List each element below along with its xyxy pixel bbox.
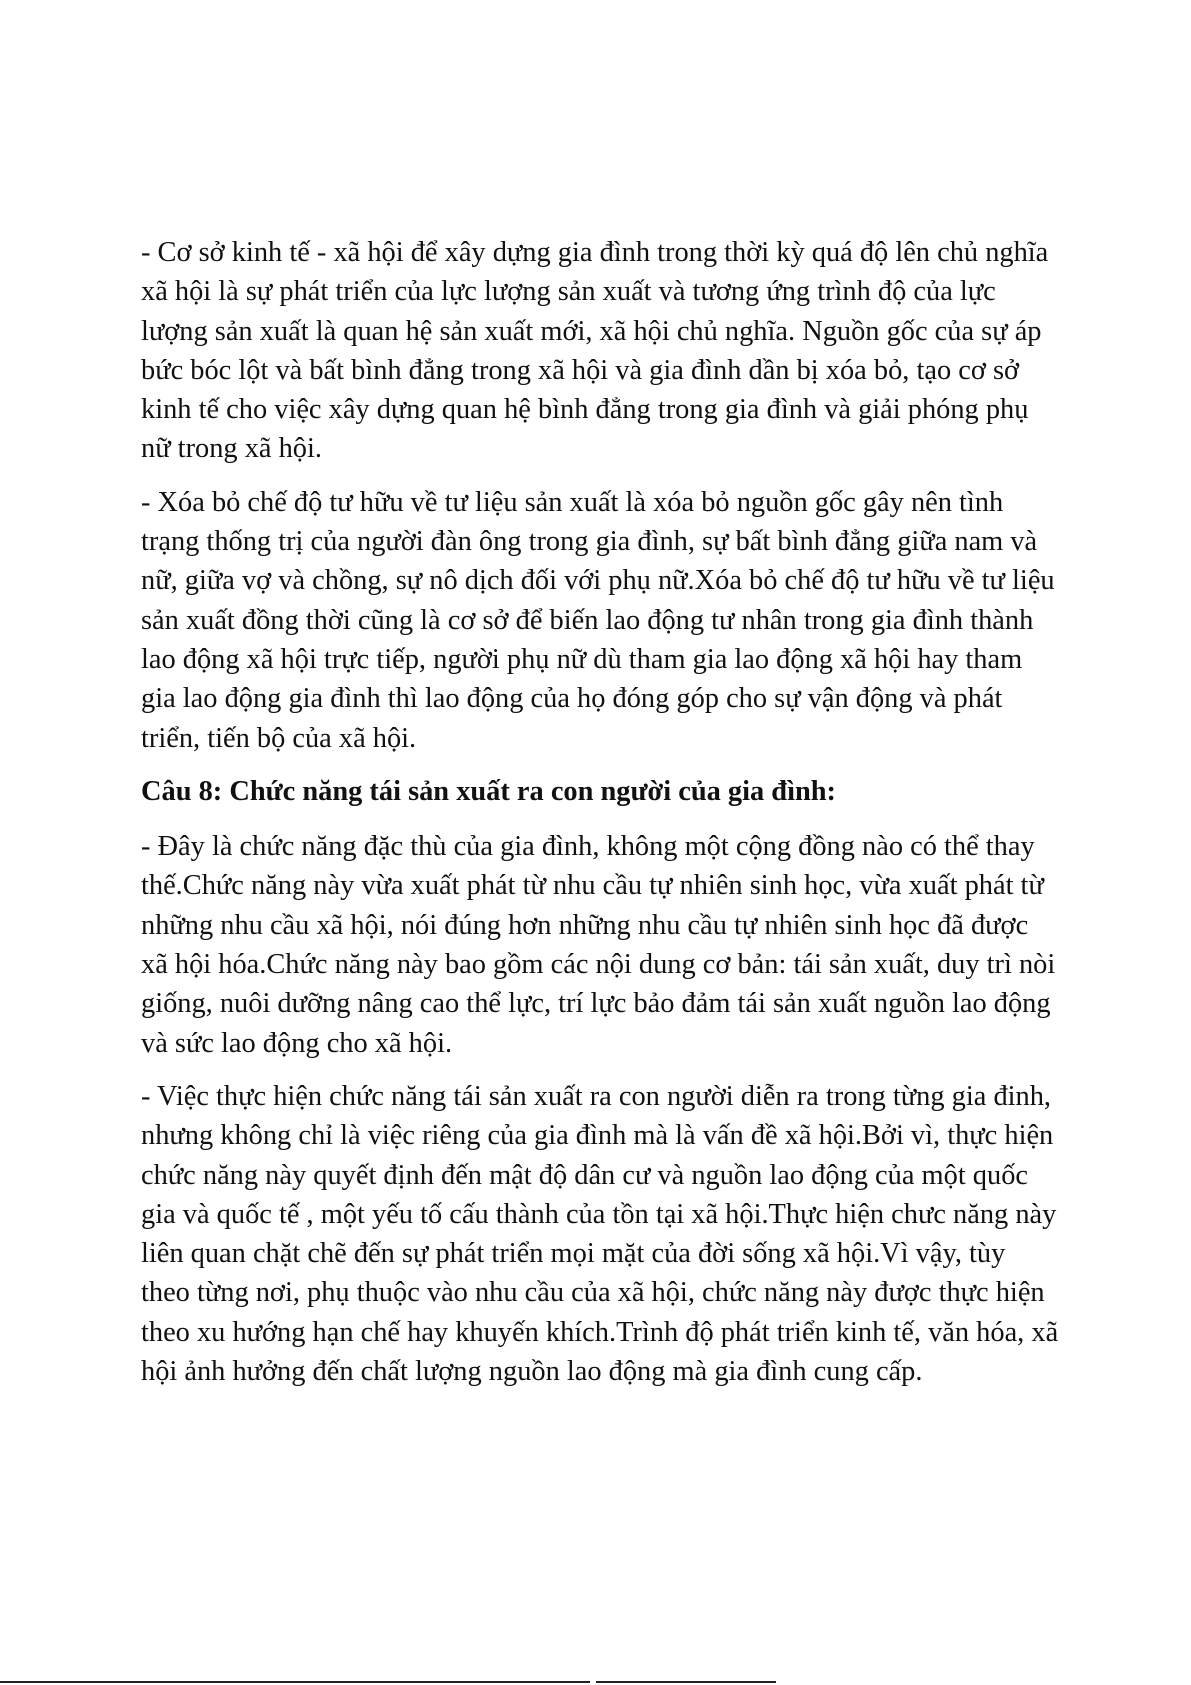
bottom-rule-gap (590, 1681, 596, 1684)
bottom-rule (0, 1681, 776, 1683)
paragraph-economic-basis: - Cơ sở kinh tế - xã hội để xây dựng gia đình trong thời kỳ quá độ lên chủ nghĩa xã hội là sự phát triển của lực lượng sản xuất và tương ứng trình độ của lực lượng sản xuất là quan hệ sản xuất mới, xã hội chủ nghĩa. Nguồn gốc của sự áp bức bóc lột và bất bình đẳng trong xã hội và gia đình dần bị xóa bỏ, tạo cơ sở kinh tế cho việc xây dựng quan hệ bình đẳng trong gia đình và giải phóng phụ nữ trong xã hội. (141, 237, 1049, 465)
paragraph-implementation: - Việc thực hiện chức năng tái sản xuất ra con người diễn ra trong từng gia đinh, nhưng không chỉ là việc riêng của gia đình mà là vấn đề xã hội.Bởi vì, thực hiện chức năng này quyết định đến mật độ dân cư và nguồn lao động của một quốc gia và quốc tế , một yếu tố cấu thành của tồn tại xã hội.Thực hiện chưc năng này liên quan chặt chẽ đến sự phát triển mọi mặt của đời sống xã hội.Vì vậy, tùy theo từng nơi, phụ thuộc vào nhu cầu của xã hội, chức năng này được thực hiện theo xu hướng hạn chế hay khuyến khích.Trình độ phát triển kinh tế, văn hóa, xã hội ảnh hưởng đến chất lượng nguồn lao động mà gia đình cung cấp. (141, 1080, 1059, 1388)
section-heading: Câu 8: Chức năng tái sản xuất ra con người của gia đình: (141, 775, 837, 807)
document-body (141, 233, 1061, 1405)
paragraph-abolish-private-ownership: - Xóa bỏ chế độ tư hữu về tư liệu sản xuất là xóa bỏ nguồn gốc gây nên tình trạng thống trị của người đàn ông trong gia đình, sự bất bình đẳng giữa nam và nữ, giữa vợ và chồng, sự nô dịch đối với phụ nữ.Xóa bỏ chế độ tư hữu về tư liệu sản xuất đồng thời cũng là cơ sở để biến lao động tư nhân trong gia đình thành lao động xã hội trực tiếp, người phụ nữ dù tham gia lao động xã hội hay tham gia lao động gia đình thì lao động của họ đóng góp cho sự vận động và phát triển, tiến bộ của xã hội. (141, 486, 1055, 754)
paragraph-specific-function: - Đây là chức năng đặc thù của gia đình, không một cộng đồng nào có thể thay thế.Chức năng này vừa xuất phát từ nhu cầu tự nhiên sinh học, vừa xuất phát từ những nhu cầu xã hội, nói đúng hơn những nhu cầu tự nhiên sinh học đã được xã hội hóa.Chức năng này bao gồm các nội dung cơ bản: tái sản xuất, duy trì nòi giống, nuôi dưỡng nâng cao thể lực, trí lực bảo đảm tái sản xuất nguồn lao động và sức lao động cho xã hội. (141, 831, 1056, 1059)
